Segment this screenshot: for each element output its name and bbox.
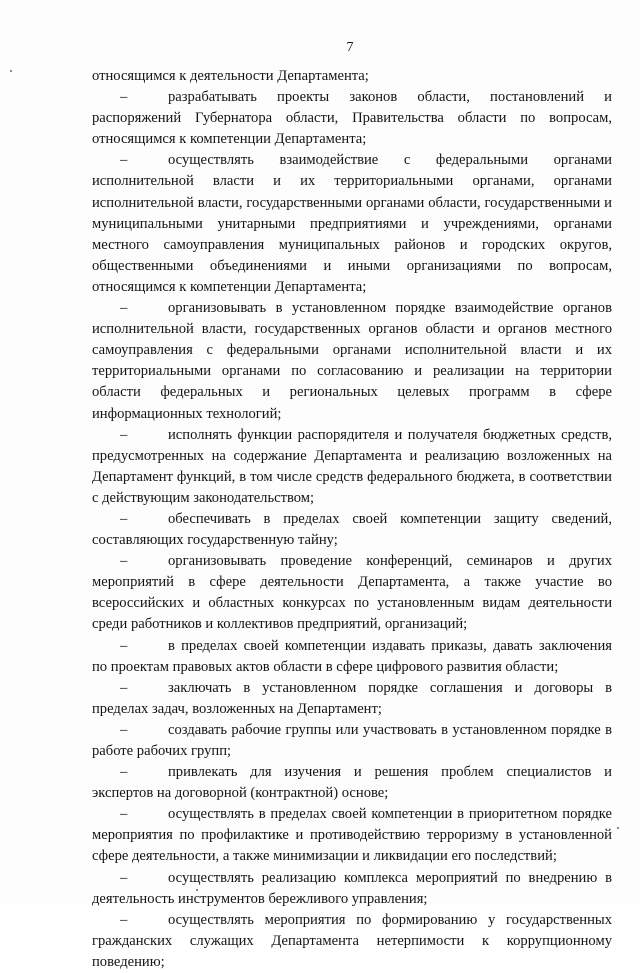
dash-bullet: –	[120, 426, 128, 443]
list-item	[92, 762, 612, 804]
list-item-text: осуществлять в пределах своей компетенции в приоритетном порядке мероприятия по профилактике и противодействию терроризму в установленной сфере деятельности, а также минимизации и ликвидации его последствий;	[92, 806, 612, 865]
dash-bullet: –	[120, 869, 128, 886]
document-body	[92, 66, 612, 973]
list-item	[92, 509, 612, 551]
dash-bullet: –	[120, 911, 128, 928]
list-item	[92, 720, 612, 762]
list-item-text: осуществлять взаимодействие с федеральными органами исполнительной власти и их территориальными органами, органами исполнительной власти, государственными органами области, государственными и муниципальными унитарными предприятиями и учреждениями, органами местного самоуправления муниципальных районов и городских округов, общественными объединениями и иными организациями по вопросам, относящимся к компетенции Департамента;	[92, 152, 612, 295]
list-item-text: осуществлять реализацию комплекса мероприятий по внедрению в деятельность инструментов бережливого управления;	[92, 869, 612, 907]
dash-bullet: –	[120, 152, 128, 169]
list-item	[92, 87, 612, 150]
dash-bullet: –	[120, 721, 128, 738]
list-item	[92, 150, 612, 298]
dash-bullet: –	[120, 553, 128, 570]
list-item	[92, 804, 612, 867]
list-item	[92, 910, 612, 973]
dash-bullet: –	[120, 300, 128, 317]
list-item-text: в пределах своей компетенции издавать приказы, давать заключения по проектам правовых актов области в сфере цифрового развития области;	[92, 637, 612, 675]
scan-speck	[196, 889, 198, 891]
dash-bullet: –	[120, 764, 128, 781]
list-item	[92, 425, 612, 509]
dash-bullet: –	[120, 806, 128, 823]
list-item-text: организовывать в установленном порядке взаимодействие органов исполнительной власти, государственных органов области и органов местного самоуправления с федеральными органами исполнительной власти и их территориальными органами по согласованию и реализации на территории области федеральных и региональных целевых программ в сфере информационных технологий;	[92, 300, 612, 422]
dash-bullet: –	[120, 510, 128, 527]
dash-bullet: –	[120, 679, 128, 696]
page-number: 7	[346, 40, 354, 55]
list-item-text: осуществлять мероприятия по формированию у государственных гражданских служащих Департамента нетерпимости к коррупционному поведению;	[92, 911, 612, 970]
list-item-text: создавать рабочие группы или участвовать в установленном порядке в работе рабочих групп;	[92, 721, 612, 759]
list-item	[92, 298, 612, 425]
list-item-text: организовывать проведение конференций, семинаров и других мероприятий в сфере деятельности Департамента, а также участие во всероссийских и областных конкурсах по установленным видам деятельности среди работников и коллективов предприятий, организаций;	[92, 553, 612, 633]
list-item	[92, 868, 612, 910]
scan-speck	[617, 827, 619, 829]
list-item-text: привлекать для изучения и решения проблем специалистов и экспертов на договорной (контрактной) основе;	[92, 764, 612, 802]
list-item-text: исполнять функции распорядителя и получателя бюджетных средств, предусмотренных на содержание Департамента и реализацию возложенных на Департамент функций, в том числе средств федерального бюджета, в соответствии с действующим законодательством;	[92, 426, 612, 506]
list-item-text: разрабатывать проекты законов области, постановлений и распоряжений Губернатора области, Правительства области по вопросам, относящимся к компетенции Департамента;	[92, 89, 612, 148]
list-item	[92, 551, 612, 635]
dash-bullet: –	[120, 637, 128, 654]
scan-speck	[10, 70, 12, 72]
continuation-paragraph: относящимся к деятельности Департамента;	[92, 68, 369, 84]
dash-bullet: –	[120, 89, 128, 106]
list-item-text: заключать в установленном порядке соглашения и договоры в пределах задач, возложенных на Департамент;	[92, 679, 612, 717]
list-item	[92, 636, 612, 678]
list-item-text: обеспечивать в пределах своей компетенции защиту сведений, составляющих государственную тайну;	[92, 510, 612, 549]
list-item	[92, 678, 612, 720]
